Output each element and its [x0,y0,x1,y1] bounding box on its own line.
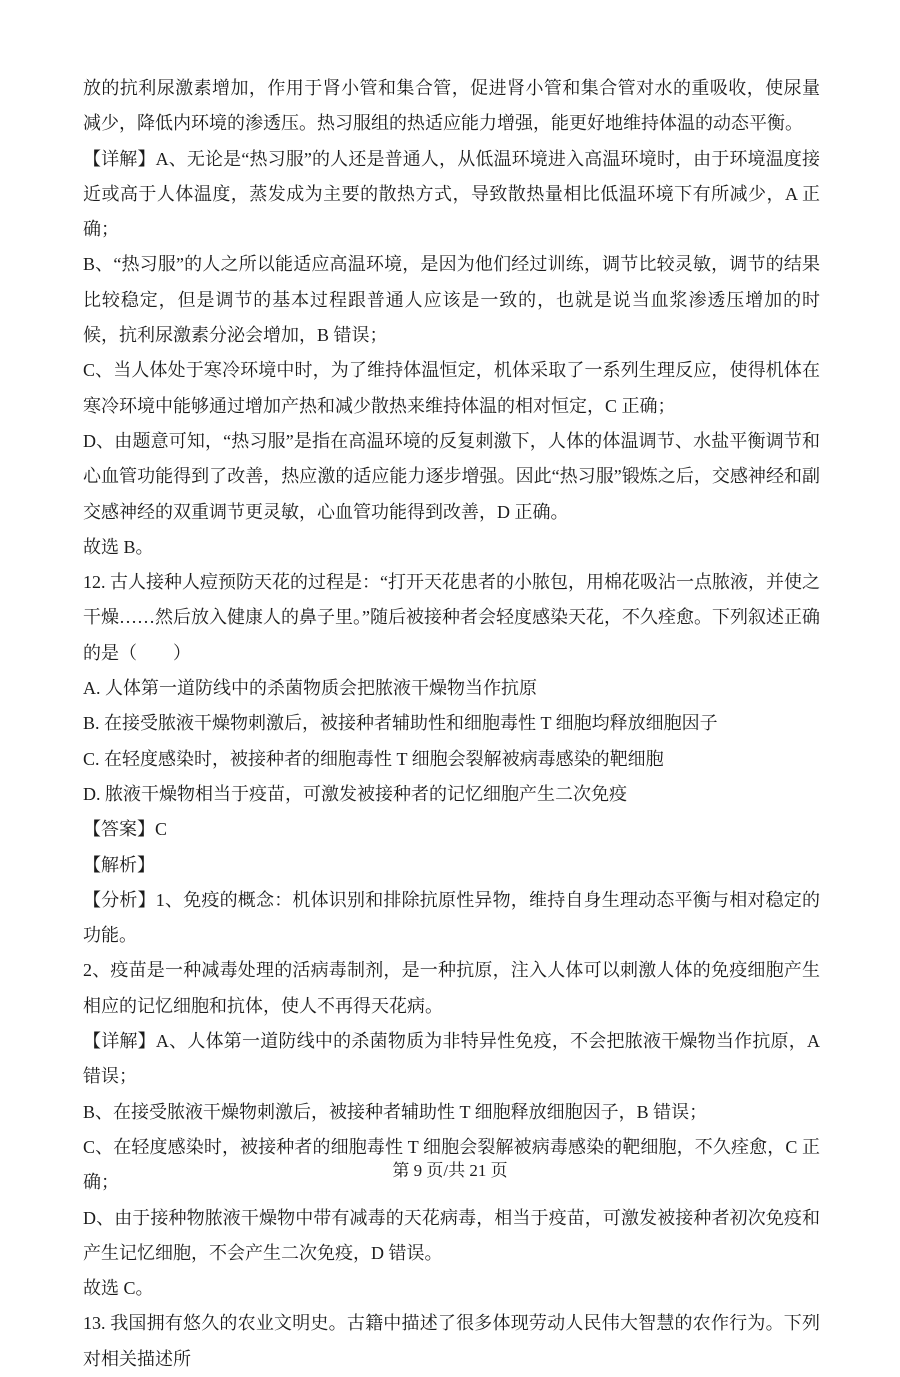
answer-11-explanation-continuation: 放的抗利尿激素增加，作用于肾小管和集合管，促进肾小管和集合管对水的重吸收，使尿量减少，降低内环境的渗透压。热习服组的热适应能力增强，能更好地维持体温的动态平衡。 [83,78,820,134]
detail-11-option-c: C、当人体处于寒冷环境中时，为了维持体温恒定，机体采取了一系列生理反应，使得机体在寒冷环境中能够通过增加产热和减少散热来维持体温的相对恒定，C 正确； [83,360,820,416]
question-12-stem: 12. 古人接种人痘预防天花的过程是：“打开天花患者的小脓包，用棉花吸沾一点脓液，并使之干燥……然后放入健康人的鼻子里。”随后被接种者会轻度感染天花，不久痊愈。下列叙述正确的是（ ） [83,572,820,663]
detail-11-option-b: B、“热习服”的人之所以能适应高温环境，是因为他们经过训练，调节比较灵敏，调节的结果比较稳定，但是调节的基本过程跟普通人应该是一致的，也就是说当血浆渗透压增加的时候，抗利尿激素分泌会增加，B 错误； [83,254,820,346]
question-12-option-b: B. 在接受脓液干燥物刺激后，被接种者辅助性和细胞毒性 T 细胞均释放细胞因子 [83,713,718,734]
question-12-option-d: D. 脓液干燥物相当于疫苗，可激发被接种者的记忆细胞产生二次免疫 [83,783,627,804]
detail-12-option-b: B、在接受脓液干燥物刺激后，被接种者辅助性 T 细胞释放细胞因子，B 错误； [83,1101,708,1122]
detail-12-option-d: D、由于接种物脓液干燥物中带有减毒的天花病毒，相当于疫苗，可激发被接种者初次免疫和产生记忆细胞，不会产生二次免疫，D 错误。 [83,1207,820,1263]
analysis-12-point-1: 【分析】1、免疫的概念：机体识别和排除抗原性异物，维持自身生理动态平衡与相对稳定的功能。 [83,889,820,946]
detail-12-option-c: C、在轻度感染时，被接种者的细胞毒性 T 细胞会裂解被病毒感染的靶细胞，不久痊愈，C 正确； [83,1136,820,1193]
answer-12-conclusion: 故选 C。 [83,1278,154,1299]
detail-11-option-d: D、由题意可知，“热习服”是指在高温环境的反复刺激下，人体的体温调节、水盐平衡调节和心血管功能得到了改善，热应激的适应能力逐步增强。因此“热习服”锻炼之后，交感神经和副交感神经的双重调节更灵敏，心血管功能得到改善，D 正确。 [83,430,820,522]
analysis-12-label: 【解析】 [83,854,155,875]
question-12-option-a: A. 人体第一道防线中的杀菌物质会把脓液干燥物当作抗原 [83,678,537,699]
page-footer: 第 9 页/共 21 页 [392,1161,508,1180]
detail-11-option-a: 【详解】A、无论是“热习服”的人还是普通人，从低温环境进入高温环境时，由于环境温度接近或高于人体温度，蒸发成为主要的散热方式，导致散热量相比低温环境下有所减少，A 正确； [83,148,820,240]
question-13-stem: 13. 我国拥有悠久的农业文明史。古籍中描述了很多体现劳动人民伟大智慧的农作行为。下列对相关描述所 [83,1313,820,1369]
answer-11-conclusion: 故选 B。 [83,536,154,557]
detail-12-option-a: 【详解】A、人体第一道防线中的杀菌物质为非特异性免疫，不会把脓液干燥物当作抗原，A 错误； [83,1031,820,1087]
question-12-option-c: C. 在轻度感染时，被接种者的细胞毒性 T 细胞会裂解被病毒感染的靶细胞 [83,748,664,769]
analysis-12-point-2: 2、疫苗是一种减毒处理的活病毒制剂，是一种抗原，注入人体可以刺激人体的免疫细胞产生相应的记忆细胞和抗体，使人不再得天花病。 [83,960,820,1016]
answer-12-label: 【答案】C [83,819,168,840]
